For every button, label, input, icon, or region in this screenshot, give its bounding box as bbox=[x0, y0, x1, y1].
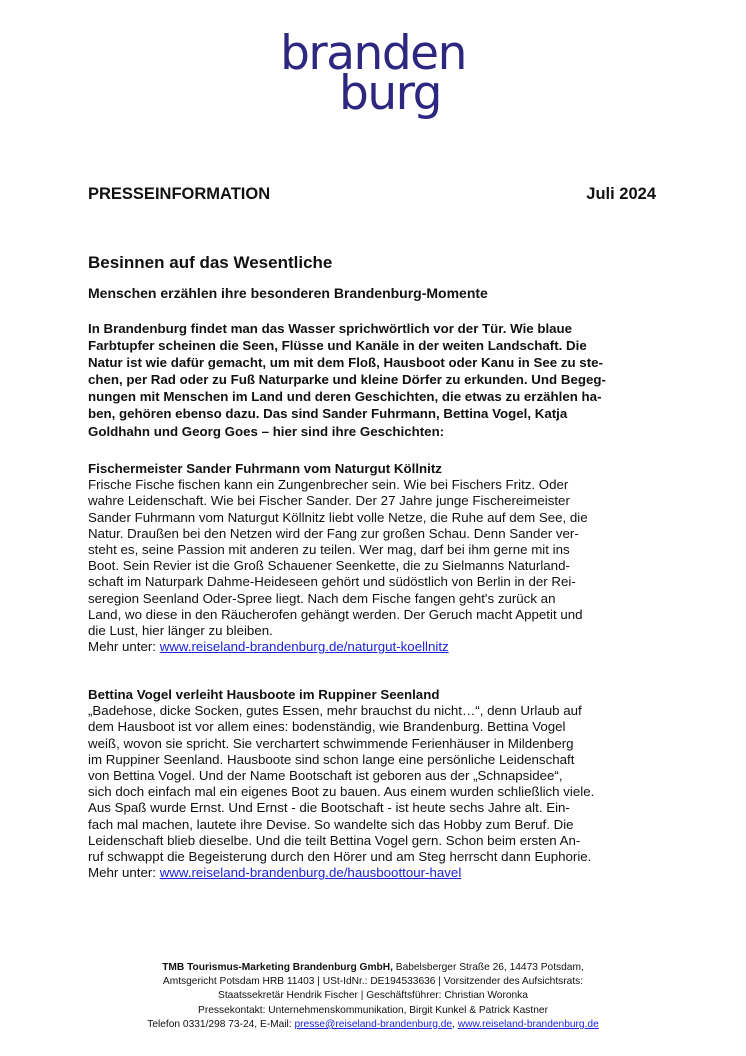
more-info-label: Mehr unter: bbox=[88, 639, 160, 655]
body-line: „Badehose, dicke Socken, gutes Essen, mehr brauchst du nicht…“, denn Urlaub auf bbox=[88, 703, 582, 719]
body-line: Land, wo diese in den Räucherofen gehängt werden. Der Geruch macht Appetit und bbox=[88, 606, 583, 622]
document-type-label: PRESSEINFORMATION bbox=[88, 185, 271, 203]
body-line: Natur. Draußen bei den Netzen wird der Fang zur großen Schau. Denn Sander ver- bbox=[88, 525, 579, 541]
more-info-line bbox=[88, 865, 658, 881]
intro-line: ben, gehören ebenso dazu. Das sind Sander Fuhrmann, Bettina Vogel, Katja bbox=[88, 406, 568, 422]
naturgut-koellnitz-link[interactable]: www.reiseland-brandenburg.de/naturgut-koellnitz bbox=[159, 639, 449, 655]
footer-email-link[interactable]: presse@reiseland-brandenburg.de bbox=[294, 1018, 453, 1030]
intro-line: Farbtupfer scheinen die Seen, Flüsse und Kanäle in der weiten Landschaft. Die bbox=[88, 338, 587, 354]
body-line: die Lust, hier länger zu bleiben. bbox=[88, 623, 273, 639]
body-line: Boot. Sein Revier ist die Groß Schauener Seenkette, die zu Sielmanns Naturland- bbox=[88, 558, 570, 574]
body-line: von Bettina Vogel. Und der Name Bootschaft ist geboren aus der „Schnapsidee“, bbox=[88, 768, 563, 784]
footer-line-1 bbox=[0, 961, 746, 975]
brandenburg-logo bbox=[0, 26, 746, 121]
footer-phone: Telefon 0331/298 73-24, E-Mail: bbox=[147, 1018, 295, 1030]
body-line: Frische Fische fischen kann ein Zungenbrecher sein. Wie bei Fischers Fritz. Oder bbox=[88, 477, 569, 493]
logo-line-1: branden bbox=[280, 26, 466, 81]
footer-separator: , bbox=[452, 1018, 458, 1030]
intro-paragraph bbox=[88, 320, 658, 440]
body-line: Sander Fuhrmann vom Naturgut Köllnitz liebt volle Netze, die Ruhe auf dem See, die bbox=[88, 509, 588, 525]
body-line: dem Hausboot ist vor allem eines: bodenständig, wie Brandenburg. Bettina Vogel bbox=[88, 719, 566, 735]
footer-line-3: Staatssekretär Hendrik Fischer | Geschäftsführer: Christian Woronka bbox=[218, 990, 528, 1002]
page-title: Besinnen auf das Wesentliche bbox=[88, 253, 333, 272]
document-date: Juli 2024 bbox=[586, 185, 656, 203]
logo-line-2: burg bbox=[339, 66, 441, 121]
body-line: steht es, seine Passion mit anderen zu teilen. Wer mag, darf bei ihm gerne mit ins bbox=[88, 542, 570, 558]
intro-line: In Brandenburg findet man das Wasser sprichwörtlich vor der Tür. Wie blaue bbox=[88, 321, 573, 336]
footer-company: TMB Tourismus-Marketing Brandenburg GmbH, bbox=[162, 962, 393, 973]
footer-line-4: Pressekontakt: Unternehmenskommunikation, Birgit Kunkel & Patrick Kastner bbox=[198, 1004, 548, 1016]
body-line: wahre Leidenschaft. Wie bei Fischer Sander. Der 27 Jahre junge Fischereimeister bbox=[88, 493, 570, 509]
intro-line: chen, per Rad oder zu Fuß Naturparke und kleine Dörfer zu erkunden. Und Begeg- bbox=[88, 372, 606, 388]
document-header bbox=[88, 185, 656, 204]
body-line: ruf schwappt die Begeisterung durch den Hörer und am Steg herrscht dann Euphorie. bbox=[88, 849, 592, 865]
section-sander-fuhrmann bbox=[88, 461, 658, 655]
page-footer bbox=[0, 961, 746, 1032]
body-line: seregion Seenland Oder-Spree liegt. Nach dem Fische fangen geht's zurück an bbox=[88, 590, 556, 606]
body-line: fach mal machen, lautete ihre Devise. So wandelte sich das Hobby zum Beruf. Die bbox=[88, 816, 574, 832]
body-line: Leidenschaft blieb dieselbe. Und die teilt Bettina Vogel gern. Schon beim ersten An- bbox=[88, 832, 581, 848]
body-line: schaft im Naturpark Dahme-Heideseen gehört und südöstlich von Berlin in der Rei- bbox=[88, 574, 576, 590]
more-info-line bbox=[88, 639, 658, 655]
footer-address: Babelsberger Straße 26, 14473 Potsdam, bbox=[392, 962, 584, 973]
body-line: weiß, wovon sie spricht. Sie verchartert schwimmende Ferienhäuser in Mildenberg bbox=[88, 735, 574, 751]
intro-line: Natur ist wie dafür gemacht, um mit dem Floß, Hausboot oder Kanu in See zu ste- bbox=[88, 355, 603, 371]
section-heading: Fischermeister Sander Fuhrmann vom Naturgut Köllnitz bbox=[88, 461, 442, 476]
more-info-label: Mehr unter: bbox=[88, 865, 160, 881]
hausboottour-havel-link[interactable]: www.reiseland-brandenburg.de/hausboottour-havel bbox=[159, 865, 462, 881]
section-bettina-vogel bbox=[88, 687, 658, 881]
intro-line: nungen mit Menschen im Land und deren Geschichten, die etwas zu erzählen ha- bbox=[88, 389, 602, 405]
body-line: im Ruppiner Seenland. Hausboote sind schon lange eine persönliche Leidenschaft bbox=[88, 751, 575, 767]
body-line: sich doch einfach mal ein eigenes Boot zu bauen. Aus einem wurden schließlich viele. bbox=[88, 784, 595, 800]
section-heading: Bettina Vogel verleiht Hausboote im Ruppiner Seenland bbox=[88, 687, 440, 702]
footer-line-5 bbox=[0, 1018, 746, 1032]
footer-line-2: Amtsgericht Potsdam HRB 11403 | USt-IdNr.: DE194533636 | Vorsitzender des Aufsichtsrats: bbox=[162, 976, 584, 988]
intro-line: Goldhahn und Georg Goes – hier sind ihre Geschichten: bbox=[88, 423, 445, 439]
page-subtitle: Menschen erzählen ihre besonderen Brandenburg-Momente bbox=[88, 285, 488, 301]
footer-website-link[interactable]: www.reiseland-brandenburg.de bbox=[457, 1018, 599, 1030]
body-line: Aus Spaß wurde Ernst. Und Ernst - die Bootschaft - ist heute sechs Jahre alt. Ein- bbox=[88, 800, 570, 816]
